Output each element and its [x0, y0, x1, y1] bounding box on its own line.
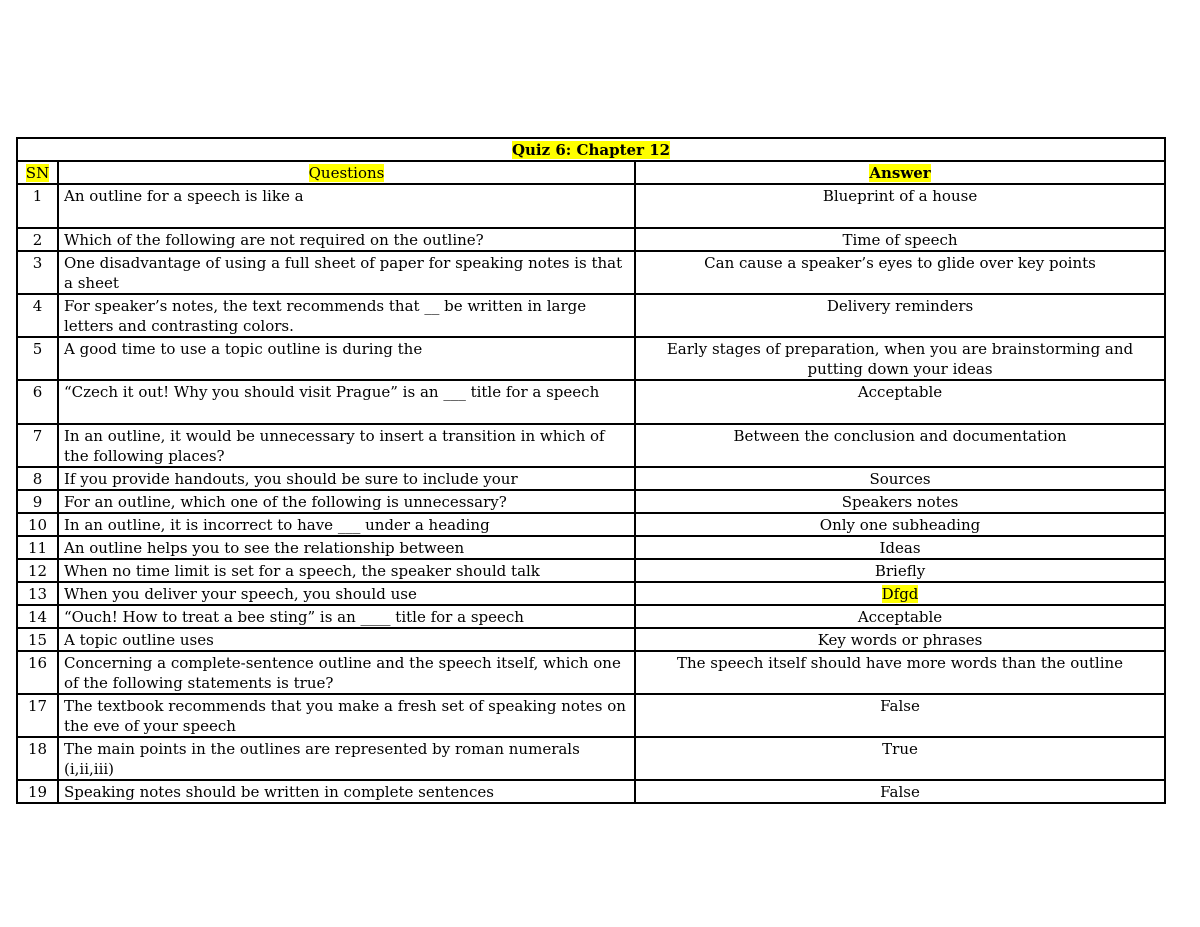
header-question: Questions [308, 164, 385, 182]
row-answer: Sources [635, 467, 1165, 490]
row-question: A good time to use a topic outline is during the [58, 337, 635, 380]
row-answer: Acceptable [635, 605, 1165, 628]
header-sn-cell [17, 161, 58, 184]
row-question: An outline helps you to see the relationship between [58, 536, 635, 559]
row-answer: Acceptable [635, 380, 1165, 424]
row-answer: Delivery reminders [635, 294, 1165, 337]
row-question: “Ouch! How to treat a bee sting” is an ____ title for a speech [58, 605, 635, 628]
row-question: “Czech it out! Why you should visit Prague” is an ___ title for a speech [58, 380, 635, 424]
row-question: For speaker’s notes, the text recommends that __ be written in large letters and contrasting colors. [58, 294, 635, 337]
quiz-title-cell [17, 138, 1165, 161]
row-answer: Ideas [635, 536, 1165, 559]
row-number: 2 [17, 228, 58, 251]
row-question: When you deliver your speech, you should use [58, 582, 635, 605]
row-answer: The speech itself should have more words than the outline [635, 651, 1165, 694]
table-row [17, 467, 1165, 490]
table-row [17, 605, 1165, 628]
row-question: In an outline, it is incorrect to have ___ under a heading [58, 513, 635, 536]
row-number: 10 [17, 513, 58, 536]
table-row [17, 651, 1165, 694]
row-answer: Between the conclusion and documentation [635, 424, 1165, 467]
row-question: Which of the following are not required on the outline? [58, 228, 635, 251]
table-row [17, 694, 1165, 737]
row-number: 3 [17, 251, 58, 294]
row-answer: Time of speech [635, 228, 1165, 251]
row-answer: Key words or phrases [635, 628, 1165, 651]
title-row [17, 138, 1165, 161]
row-question: A topic outline uses [58, 628, 635, 651]
row-number: 5 [17, 337, 58, 380]
row-number: 1 [17, 184, 58, 228]
header-answer-cell [635, 161, 1165, 184]
row-question: When no time limit is set for a speech, the speaker should talk [58, 559, 635, 582]
row-number: 14 [17, 605, 58, 628]
row-number: 8 [17, 467, 58, 490]
row-question: For an outline, which one of the following is unnecessary? [58, 490, 635, 513]
row-number: 4 [17, 294, 58, 337]
row-number: 16 [17, 651, 58, 694]
table-row [17, 559, 1165, 582]
header-sn: SN [25, 164, 50, 182]
row-answer: Dfgd [881, 585, 919, 603]
table-row [17, 294, 1165, 337]
row-answer: Can cause a speaker’s eyes to glide over key points [635, 251, 1165, 294]
row-question: In an outline, it would be unnecessary to insert a transition in which of the following places? [58, 424, 635, 467]
table-row [17, 582, 1165, 605]
table-row [17, 380, 1165, 424]
row-number: 6 [17, 380, 58, 424]
row-question: Speaking notes should be written in complete sentences [58, 780, 635, 803]
row-number: 19 [17, 780, 58, 803]
row-question: Concerning a complete-sentence outline and the speech itself, which one of the following statements is true? [58, 651, 635, 694]
row-number: 17 [17, 694, 58, 737]
row-number: 13 [17, 582, 58, 605]
row-number: 7 [17, 424, 58, 467]
row-answer-cell [635, 582, 1165, 605]
table-row [17, 337, 1165, 380]
row-number: 12 [17, 559, 58, 582]
table-row [17, 628, 1165, 651]
row-question: The main points in the outlines are represented by roman numerals (i,ii,iii) [58, 737, 635, 780]
row-answer: Speakers notes [635, 490, 1165, 513]
row-answer: False [635, 780, 1165, 803]
row-number: 9 [17, 490, 58, 513]
row-number: 15 [17, 628, 58, 651]
row-answer: Early stages of preparation, when you are brainstorming and putting down your ideas [635, 337, 1165, 380]
table-row [17, 737, 1165, 780]
row-question: One disadvantage of using a full sheet of paper for speaking notes is that a sheet [58, 251, 635, 294]
table-row [17, 251, 1165, 294]
row-answer: Only one subheading [635, 513, 1165, 536]
table-row [17, 513, 1165, 536]
row-answer: True [635, 737, 1165, 780]
table-row [17, 536, 1165, 559]
table-row [17, 184, 1165, 228]
quiz-table-body [17, 138, 1165, 803]
quiz-table [16, 137, 1166, 804]
row-answer: Briefly [635, 559, 1165, 582]
table-row [17, 228, 1165, 251]
table-row [17, 490, 1165, 513]
row-question: An outline for a speech is like a [58, 184, 635, 228]
quiz-title: Quiz 6: Chapter 12 [511, 141, 671, 159]
row-question: If you provide handouts, you should be sure to include your [58, 467, 635, 490]
row-answer: False [635, 694, 1165, 737]
row-number: 18 [17, 737, 58, 780]
header-row [17, 161, 1165, 184]
header-answer: Answer [869, 164, 931, 182]
table-row [17, 780, 1165, 803]
table-row [17, 424, 1165, 467]
header-question-cell [58, 161, 635, 184]
row-answer: Blueprint of a house [635, 184, 1165, 228]
row-question: The textbook recommends that you make a fresh set of speaking notes on the eve of your speech [58, 694, 635, 737]
row-number: 11 [17, 536, 58, 559]
